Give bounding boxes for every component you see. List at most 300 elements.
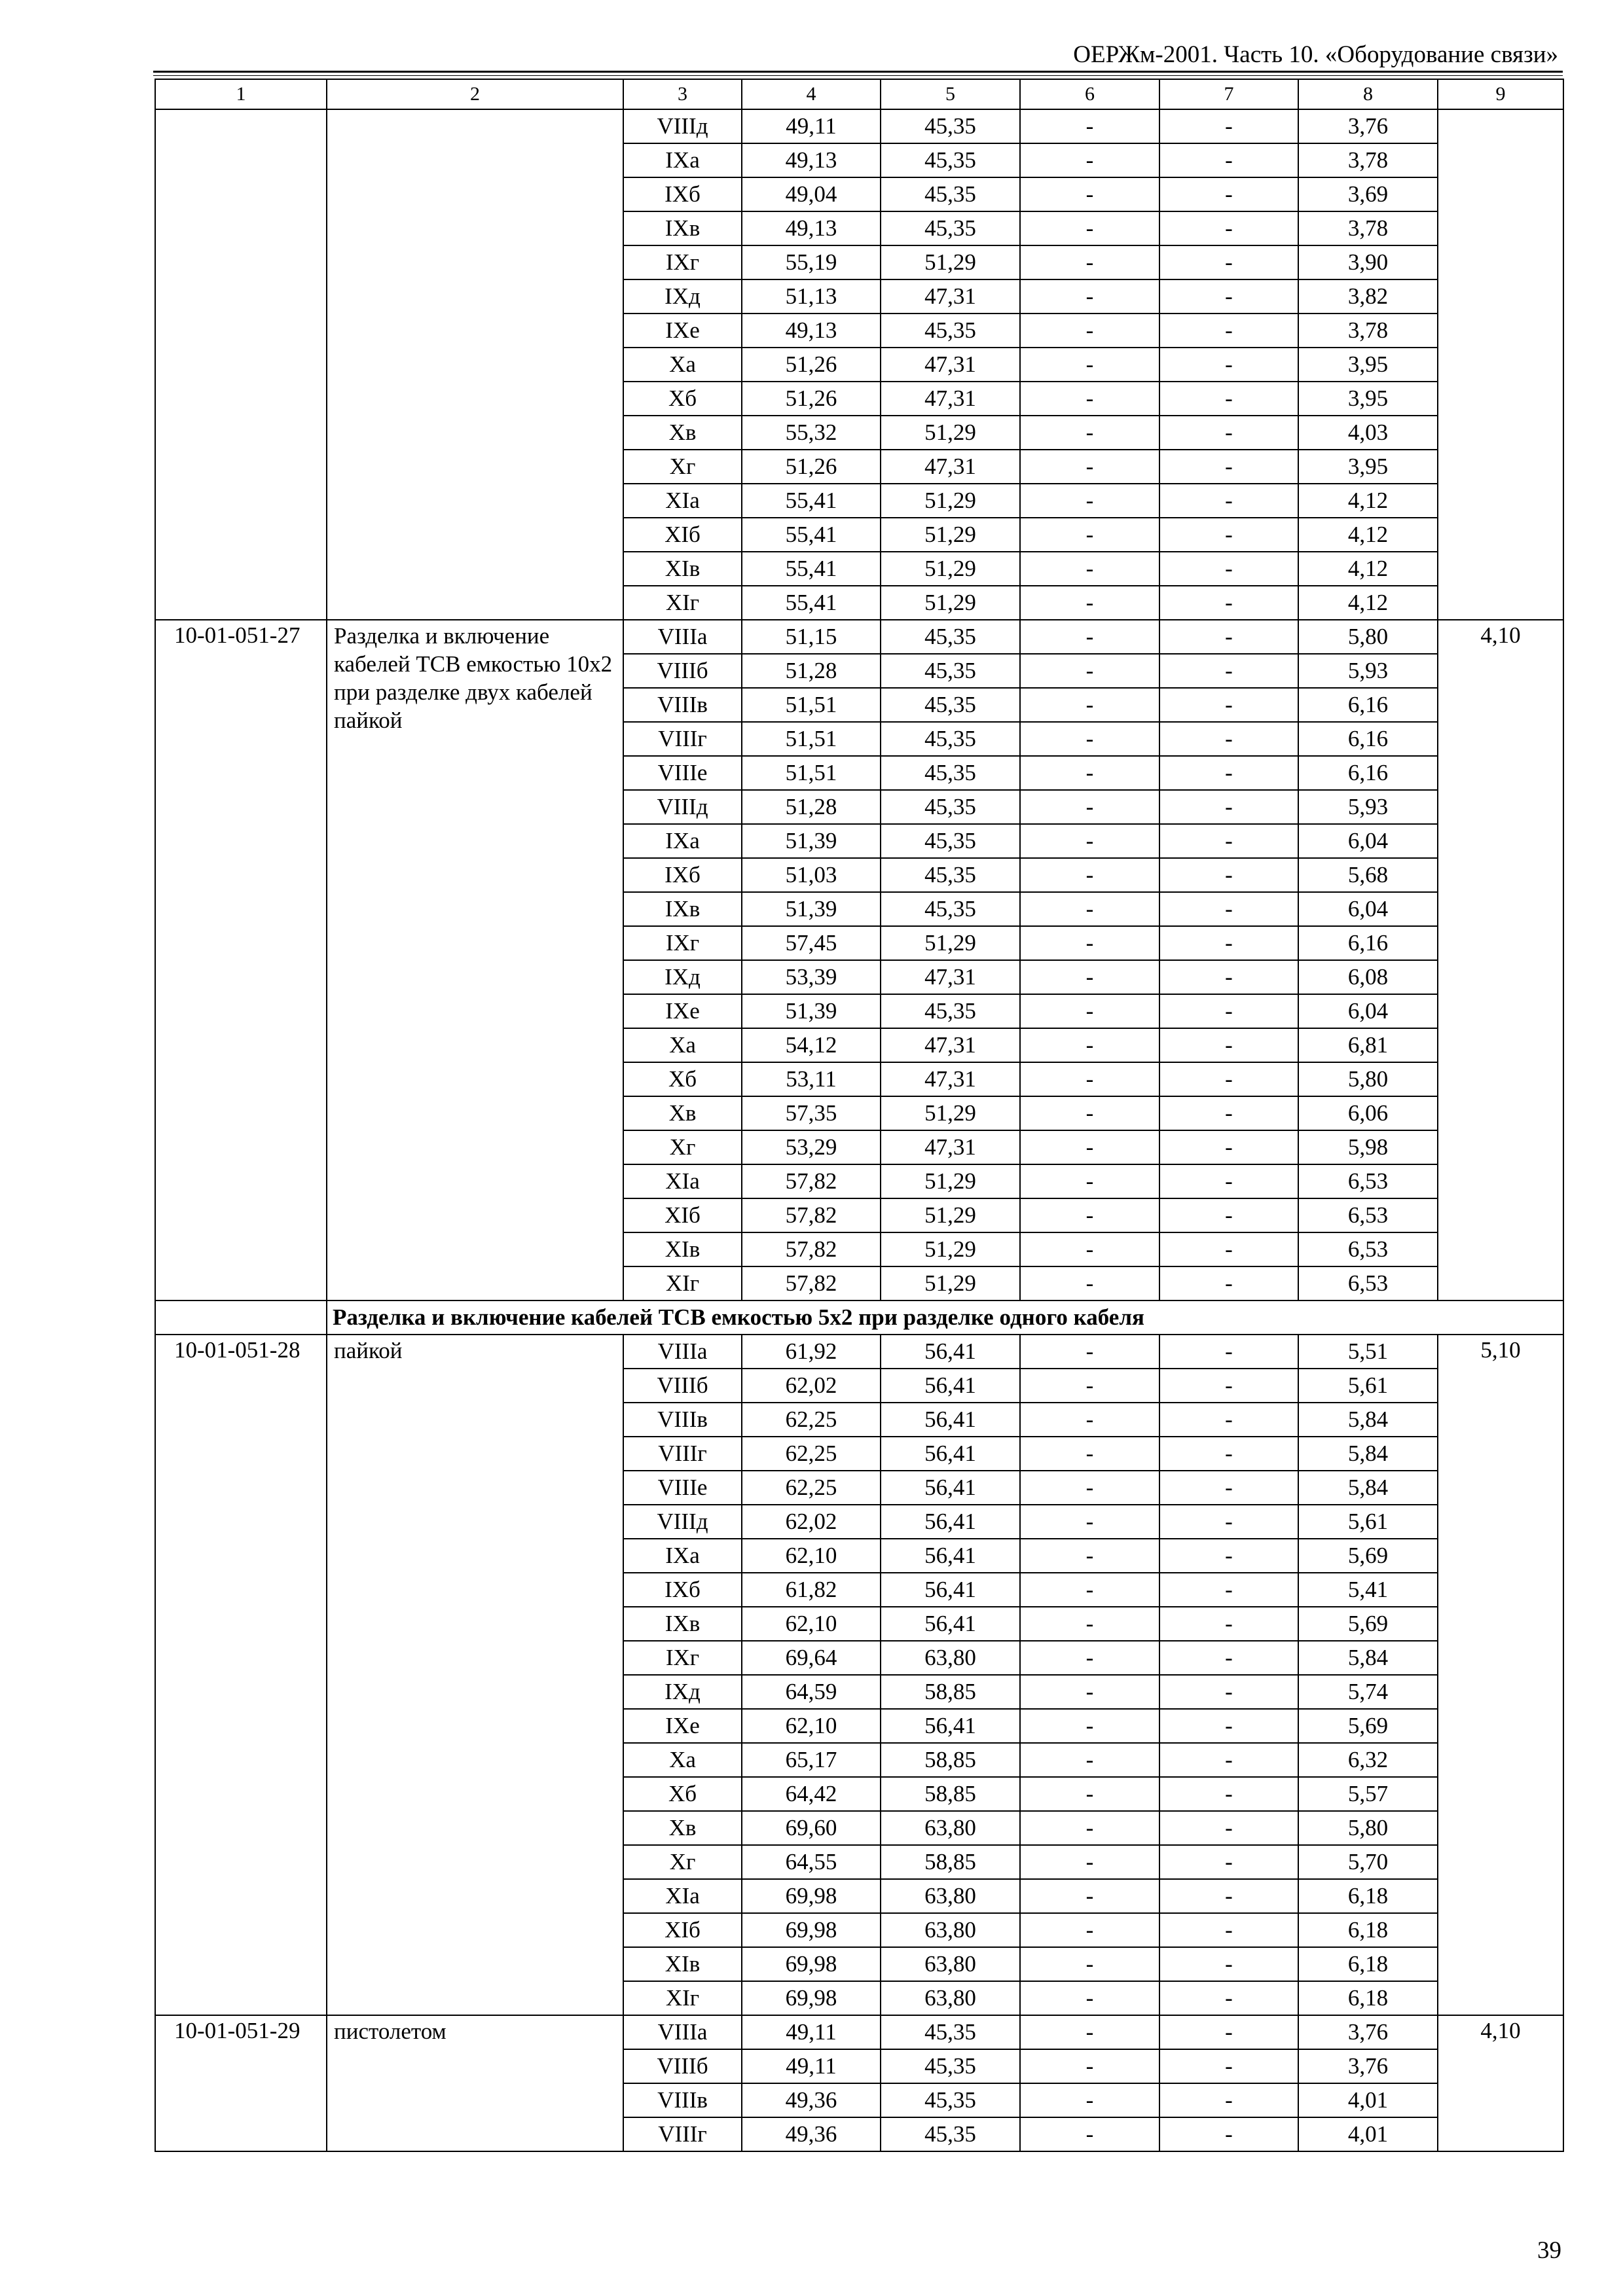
column-number-cell: 8: [1298, 79, 1438, 109]
wages-cell: 51,29: [881, 1164, 1020, 1198]
total-cost-cell: 49,11: [742, 109, 881, 143]
machinist-wages-cell: -: [1159, 790, 1298, 824]
machinist-wages-cell: -: [1159, 143, 1298, 177]
wages-cell: 56,41: [881, 1607, 1020, 1641]
wages-cell: 47,31: [881, 1130, 1020, 1164]
materials-cell: 5,98: [1298, 1130, 1438, 1164]
rate-code-cell: 10-01-051-28: [155, 1335, 327, 2015]
total-cost-cell: 51,51: [742, 722, 881, 756]
materials-cell: 3,95: [1298, 382, 1438, 416]
category-cell: XIа: [623, 1164, 742, 1198]
category-cell: VIIIб: [623, 654, 742, 688]
category-cell: VIIIд: [623, 109, 742, 143]
wages-cell: 58,85: [881, 1675, 1020, 1709]
machinist-wages-cell: -: [1159, 348, 1298, 382]
machinist-wages-cell: -: [1159, 1096, 1298, 1130]
total-cost-cell: 49,04: [742, 177, 881, 211]
machinist-wages-cell: -: [1159, 1981, 1298, 2015]
total-cost-cell: 51,13: [742, 279, 881, 314]
machines-cell: -: [1020, 177, 1159, 211]
wages-cell: 45,35: [881, 858, 1020, 892]
category-cell: Xв: [623, 1811, 742, 1845]
total-cost-cell: 69,64: [742, 1641, 881, 1675]
machinist-wages-cell: -: [1159, 1947, 1298, 1981]
materials-cell: 6,18: [1298, 1879, 1438, 1913]
total-cost-cell: 62,25: [742, 1471, 881, 1505]
machines-cell: -: [1020, 2049, 1159, 2083]
machinist-wages-cell: -: [1159, 1539, 1298, 1573]
machinist-wages-cell: -: [1159, 2083, 1298, 2117]
category-cell: Xв: [623, 1096, 742, 1130]
wages-cell: 51,29: [881, 1198, 1020, 1232]
work-name-cell: пистолетом: [327, 2015, 623, 2151]
wages-cell: 45,35: [881, 756, 1020, 790]
materials-cell: 5,74: [1298, 1675, 1438, 1709]
machines-cell: -: [1020, 1335, 1159, 1369]
materials-cell: 5,84: [1298, 1437, 1438, 1471]
machines-cell: -: [1020, 1232, 1159, 1266]
wages-cell: 58,85: [881, 1845, 1020, 1879]
machines-cell: -: [1020, 314, 1159, 348]
materials-cell: 6,16: [1298, 722, 1438, 756]
wages-cell: 45,35: [881, 314, 1020, 348]
wages-cell: 47,31: [881, 348, 1020, 382]
materials-cell: 4,12: [1298, 586, 1438, 620]
materials-cell: 5,41: [1298, 1573, 1438, 1607]
category-cell: Xв: [623, 416, 742, 450]
category-cell: VIIIа: [623, 1335, 742, 1369]
wages-cell: 51,29: [881, 586, 1020, 620]
wages-cell: 45,35: [881, 177, 1020, 211]
total-cost-cell: 55,19: [742, 245, 881, 279]
materials-cell: 4,12: [1298, 518, 1438, 552]
category-cell: XIг: [623, 1266, 742, 1300]
machines-cell: -: [1020, 2117, 1159, 2151]
materials-cell: 6,04: [1298, 892, 1438, 926]
column-number-cell: 5: [881, 79, 1020, 109]
machines-cell: -: [1020, 960, 1159, 994]
total-cost-cell: 62,25: [742, 1403, 881, 1437]
machinist-wages-cell: -: [1159, 1913, 1298, 1947]
category-cell: Xа: [623, 1028, 742, 1062]
labor-cost-cell: 4,10: [1438, 2015, 1563, 2151]
wages-cell: 58,85: [881, 1777, 1020, 1811]
page-header-title: ОЕРЖм-2001. Часть 10. «Оборудование связи»: [1073, 41, 1558, 68]
wages-cell: 56,41: [881, 1539, 1020, 1573]
materials-cell: 4,12: [1298, 484, 1438, 518]
wages-cell: 47,31: [881, 450, 1020, 484]
wages-cell: 56,41: [881, 1505, 1020, 1539]
materials-cell: 3,95: [1298, 348, 1438, 382]
total-cost-cell: 53,11: [742, 1062, 881, 1096]
section-title-row: [155, 1300, 1563, 1335]
wages-cell: 47,31: [881, 382, 1020, 416]
wages-cell: 56,41: [881, 1471, 1020, 1505]
materials-cell: 3,78: [1298, 211, 1438, 245]
machinist-wages-cell: -: [1159, 1675, 1298, 1709]
wages-cell: 45,35: [881, 109, 1020, 143]
column-number-cell: 4: [742, 79, 881, 109]
machines-cell: -: [1020, 1743, 1159, 1777]
machinist-wages-cell: -: [1159, 926, 1298, 960]
rates-table-body: [155, 79, 1563, 2151]
wages-cell: 63,80: [881, 1879, 1020, 1913]
total-cost-cell: 61,92: [742, 1335, 881, 1369]
materials-cell: 3,82: [1298, 279, 1438, 314]
machinist-wages-cell: -: [1159, 1743, 1298, 1777]
machinist-wages-cell: -: [1159, 1811, 1298, 1845]
table-row: [155, 2015, 1563, 2049]
category-cell: IXа: [623, 143, 742, 177]
materials-cell: 3,95: [1298, 450, 1438, 484]
column-number-cell: 3: [623, 79, 742, 109]
machinist-wages-cell: -: [1159, 1471, 1298, 1505]
wages-cell: 45,35: [881, 2117, 1020, 2151]
materials-cell: 5,68: [1298, 858, 1438, 892]
machines-cell: -: [1020, 450, 1159, 484]
wages-cell: 51,29: [881, 1266, 1020, 1300]
category-cell: XIб: [623, 1198, 742, 1232]
wages-cell: 45,35: [881, 722, 1020, 756]
wages-cell: 47,31: [881, 279, 1020, 314]
column-number-cell: 9: [1438, 79, 1563, 109]
machines-cell: -: [1020, 1505, 1159, 1539]
header-rule-thick: [153, 71, 1563, 73]
machinist-wages-cell: -: [1159, 756, 1298, 790]
machines-cell: -: [1020, 1198, 1159, 1232]
column-number-cell: 1: [155, 79, 327, 109]
wages-cell: 63,80: [881, 1641, 1020, 1675]
category-cell: IXб: [623, 1573, 742, 1607]
wages-cell: 51,29: [881, 245, 1020, 279]
category-cell: IXб: [623, 858, 742, 892]
machines-cell: -: [1020, 1913, 1159, 1947]
category-cell: VIIIб: [623, 1369, 742, 1403]
total-cost-cell: 57,82: [742, 1164, 881, 1198]
machines-cell: -: [1020, 1641, 1159, 1675]
total-cost-cell: 57,82: [742, 1198, 881, 1232]
machines-cell: -: [1020, 1811, 1159, 1845]
category-cell: IXе: [623, 1709, 742, 1743]
materials-cell: 3,76: [1298, 2049, 1438, 2083]
machines-cell: -: [1020, 824, 1159, 858]
machinist-wages-cell: -: [1159, 177, 1298, 211]
machines-cell: -: [1020, 2015, 1159, 2049]
materials-cell: 3,76: [1298, 2015, 1438, 2049]
wages-cell: 45,35: [881, 211, 1020, 245]
machines-cell: -: [1020, 1471, 1159, 1505]
wages-cell: 56,41: [881, 1335, 1020, 1369]
machines-cell: -: [1020, 790, 1159, 824]
total-cost-cell: 55,32: [742, 416, 881, 450]
machines-cell: -: [1020, 722, 1159, 756]
wages-cell: 56,41: [881, 1403, 1020, 1437]
category-cell: XIг: [623, 586, 742, 620]
category-cell: XIв: [623, 1232, 742, 1266]
total-cost-cell: 57,35: [742, 1096, 881, 1130]
materials-cell: 6,53: [1298, 1232, 1438, 1266]
materials-cell: 5,51: [1298, 1335, 1438, 1369]
total-cost-cell: 69,60: [742, 1811, 881, 1845]
materials-cell: 6,16: [1298, 926, 1438, 960]
total-cost-cell: 62,02: [742, 1369, 881, 1403]
total-cost-cell: 49,36: [742, 2117, 881, 2151]
category-cell: IXд: [623, 1675, 742, 1709]
category-cell: VIIIе: [623, 1471, 742, 1505]
machinist-wages-cell: -: [1159, 518, 1298, 552]
materials-cell: 3,78: [1298, 314, 1438, 348]
section-title: Разделка и включение кабелей ТСВ емкостью 5х2 при разделке одного кабеля: [327, 1300, 1563, 1335]
machinist-wages-cell: -: [1159, 109, 1298, 143]
materials-cell: 5,80: [1298, 1062, 1438, 1096]
machinist-wages-cell: -: [1159, 1198, 1298, 1232]
machines-cell: -: [1020, 620, 1159, 654]
materials-cell: 5,61: [1298, 1369, 1438, 1403]
category-cell: IXг: [623, 245, 742, 279]
rate-code-cell: 10-01-051-29: [155, 2015, 327, 2151]
machines-cell: -: [1020, 1879, 1159, 1913]
materials-cell: 6,53: [1298, 1164, 1438, 1198]
total-cost-cell: 51,39: [742, 824, 881, 858]
total-cost-cell: 55,41: [742, 552, 881, 586]
wages-cell: 56,41: [881, 1369, 1020, 1403]
table-row: [155, 109, 1563, 143]
materials-cell: 5,93: [1298, 654, 1438, 688]
machines-cell: -: [1020, 756, 1159, 790]
machines-cell: -: [1020, 552, 1159, 586]
wages-cell: 56,41: [881, 1437, 1020, 1471]
machines-cell: -: [1020, 1437, 1159, 1471]
total-cost-cell: 49,13: [742, 314, 881, 348]
total-cost-cell: 51,26: [742, 348, 881, 382]
machinist-wages-cell: -: [1159, 1777, 1298, 1811]
machines-cell: -: [1020, 279, 1159, 314]
machinist-wages-cell: -: [1159, 1028, 1298, 1062]
rate-code-cell: [155, 109, 327, 620]
materials-cell: 6,16: [1298, 688, 1438, 722]
wages-cell: 45,35: [881, 2049, 1020, 2083]
materials-cell: 5,61: [1298, 1505, 1438, 1539]
wages-cell: 47,31: [881, 1062, 1020, 1096]
wages-cell: 47,31: [881, 1028, 1020, 1062]
machines-cell: -: [1020, 1845, 1159, 1879]
machinist-wages-cell: -: [1159, 484, 1298, 518]
materials-cell: 6,53: [1298, 1198, 1438, 1232]
total-cost-cell: 54,12: [742, 1028, 881, 1062]
machinist-wages-cell: -: [1159, 382, 1298, 416]
total-cost-cell: 49,11: [742, 2049, 881, 2083]
machines-cell: -: [1020, 348, 1159, 382]
category-cell: VIIIв: [623, 2083, 742, 2117]
wages-cell: 51,29: [881, 484, 1020, 518]
category-cell: VIIIа: [623, 620, 742, 654]
materials-cell: 6,16: [1298, 756, 1438, 790]
wages-cell: 51,29: [881, 926, 1020, 960]
category-cell: IXд: [623, 960, 742, 994]
machines-cell: -: [1020, 2083, 1159, 2117]
category-cell: VIIIд: [623, 790, 742, 824]
machinist-wages-cell: -: [1159, 620, 1298, 654]
materials-cell: 5,84: [1298, 1641, 1438, 1675]
labor-cost-cell: [1438, 109, 1563, 620]
category-cell: VIIIб: [623, 2049, 742, 2083]
total-cost-cell: 62,10: [742, 1607, 881, 1641]
total-cost-cell: 49,11: [742, 2015, 881, 2049]
machines-cell: -: [1020, 518, 1159, 552]
total-cost-cell: 51,51: [742, 688, 881, 722]
total-cost-cell: 51,28: [742, 790, 881, 824]
machinist-wages-cell: -: [1159, 1641, 1298, 1675]
total-cost-cell: 62,10: [742, 1539, 881, 1573]
total-cost-cell: 49,13: [742, 211, 881, 245]
machines-cell: -: [1020, 1777, 1159, 1811]
wages-cell: 63,80: [881, 1981, 1020, 2015]
machines-cell: -: [1020, 1062, 1159, 1096]
materials-cell: 6,06: [1298, 1096, 1438, 1130]
machines-cell: -: [1020, 1675, 1159, 1709]
materials-cell: 5,84: [1298, 1403, 1438, 1437]
rate-code-cell: 10-01-051-27: [155, 620, 327, 1300]
machines-cell: -: [1020, 1266, 1159, 1300]
machinist-wages-cell: -: [1159, 654, 1298, 688]
total-cost-cell: 55,41: [742, 484, 881, 518]
category-cell: XIб: [623, 518, 742, 552]
category-cell: Xг: [623, 1130, 742, 1164]
machinist-wages-cell: -: [1159, 1845, 1298, 1879]
machinist-wages-cell: -: [1159, 2049, 1298, 2083]
machinist-wages-cell: -: [1159, 1164, 1298, 1198]
materials-cell: 5,80: [1298, 1811, 1438, 1845]
category-cell: IXе: [623, 994, 742, 1028]
materials-cell: 6,18: [1298, 1947, 1438, 1981]
total-cost-cell: 51,26: [742, 382, 881, 416]
materials-cell: 5,70: [1298, 1845, 1438, 1879]
total-cost-cell: 62,02: [742, 1505, 881, 1539]
column-number-cell: 6: [1020, 79, 1159, 109]
work-name-cell: [327, 109, 623, 620]
machines-cell: -: [1020, 688, 1159, 722]
machines-cell: -: [1020, 926, 1159, 960]
machines-cell: -: [1020, 994, 1159, 1028]
category-cell: VIIIа: [623, 2015, 742, 2049]
wages-cell: 51,29: [881, 1232, 1020, 1266]
machinist-wages-cell: -: [1159, 1573, 1298, 1607]
total-cost-cell: 55,41: [742, 586, 881, 620]
materials-cell: 6,04: [1298, 994, 1438, 1028]
category-cell: Xг: [623, 450, 742, 484]
wages-cell: 45,35: [881, 824, 1020, 858]
materials-cell: 6,32: [1298, 1743, 1438, 1777]
wages-cell: 63,80: [881, 1947, 1020, 1981]
category-cell: VIIIд: [623, 1505, 742, 1539]
materials-cell: 4,03: [1298, 416, 1438, 450]
category-cell: XIв: [623, 1947, 742, 1981]
total-cost-cell: 51,28: [742, 654, 881, 688]
machines-cell: -: [1020, 1981, 1159, 2015]
materials-cell: 4,01: [1298, 2083, 1438, 2117]
total-cost-cell: 49,36: [742, 2083, 881, 2117]
materials-cell: 6,04: [1298, 824, 1438, 858]
total-cost-cell: 57,82: [742, 1232, 881, 1266]
machines-cell: -: [1020, 1028, 1159, 1062]
machines-cell: -: [1020, 1096, 1159, 1130]
labor-cost-cell: 5,10: [1438, 1335, 1563, 2015]
machines-cell: -: [1020, 484, 1159, 518]
category-cell: VIIIг: [623, 722, 742, 756]
total-cost-cell: 53,39: [742, 960, 881, 994]
total-cost-cell: 62,10: [742, 1709, 881, 1743]
machinist-wages-cell: -: [1159, 960, 1298, 994]
machines-cell: -: [1020, 1403, 1159, 1437]
category-cell: IXг: [623, 1641, 742, 1675]
wages-cell: 51,29: [881, 518, 1020, 552]
machines-cell: -: [1020, 1607, 1159, 1641]
materials-cell: 5,69: [1298, 1539, 1438, 1573]
total-cost-cell: 51,51: [742, 756, 881, 790]
materials-cell: 4,12: [1298, 552, 1438, 586]
total-cost-cell: 51,26: [742, 450, 881, 484]
machines-cell: -: [1020, 1947, 1159, 1981]
materials-cell: 5,69: [1298, 1607, 1438, 1641]
work-name-cell: Разделка и включение кабелей ТСВ емкостью 10x2 при разделке двух кабелей пайкой: [327, 620, 623, 1300]
work-name-cell: пайкой: [327, 1335, 623, 2015]
materials-cell: 6,18: [1298, 1981, 1438, 2015]
machinist-wages-cell: -: [1159, 994, 1298, 1028]
machines-cell: -: [1020, 1573, 1159, 1607]
machinist-wages-cell: -: [1159, 824, 1298, 858]
machinist-wages-cell: -: [1159, 858, 1298, 892]
machinist-wages-cell: -: [1159, 314, 1298, 348]
total-cost-cell: 69,98: [742, 1879, 881, 1913]
materials-cell: 5,84: [1298, 1471, 1438, 1505]
total-cost-cell: 51,39: [742, 892, 881, 926]
wages-cell: 51,29: [881, 416, 1020, 450]
total-cost-cell: 51,15: [742, 620, 881, 654]
machinist-wages-cell: -: [1159, 1709, 1298, 1743]
machines-cell: -: [1020, 858, 1159, 892]
total-cost-cell: 55,41: [742, 518, 881, 552]
wages-cell: 47,31: [881, 960, 1020, 994]
total-cost-cell: 65,17: [742, 1743, 881, 1777]
wages-cell: 63,80: [881, 1811, 1020, 1845]
category-cell: XIг: [623, 1981, 742, 2015]
machinist-wages-cell: -: [1159, 2015, 1298, 2049]
wages-cell: 58,85: [881, 1743, 1020, 1777]
materials-cell: 5,57: [1298, 1777, 1438, 1811]
machinist-wages-cell: -: [1159, 1232, 1298, 1266]
category-cell: Xб: [623, 1062, 742, 1096]
category-cell: IXг: [623, 926, 742, 960]
machines-cell: -: [1020, 586, 1159, 620]
total-cost-cell: 69,98: [742, 1913, 881, 1947]
total-cost-cell: 61,82: [742, 1573, 881, 1607]
total-cost-cell: 57,82: [742, 1266, 881, 1300]
machines-cell: -: [1020, 1130, 1159, 1164]
machines-cell: -: [1020, 1539, 1159, 1573]
machines-cell: -: [1020, 654, 1159, 688]
machines-cell: -: [1020, 143, 1159, 177]
wages-cell: 45,35: [881, 620, 1020, 654]
wages-cell: 45,35: [881, 654, 1020, 688]
page-number: 39: [1537, 2237, 1561, 2264]
category-cell: Xб: [623, 382, 742, 416]
machinist-wages-cell: -: [1159, 1369, 1298, 1403]
materials-cell: 6,81: [1298, 1028, 1438, 1062]
category-cell: XIа: [623, 484, 742, 518]
machinist-wages-cell: -: [1159, 2117, 1298, 2151]
table-row: [155, 1335, 1563, 1369]
materials-cell: 4,01: [1298, 2117, 1438, 2151]
